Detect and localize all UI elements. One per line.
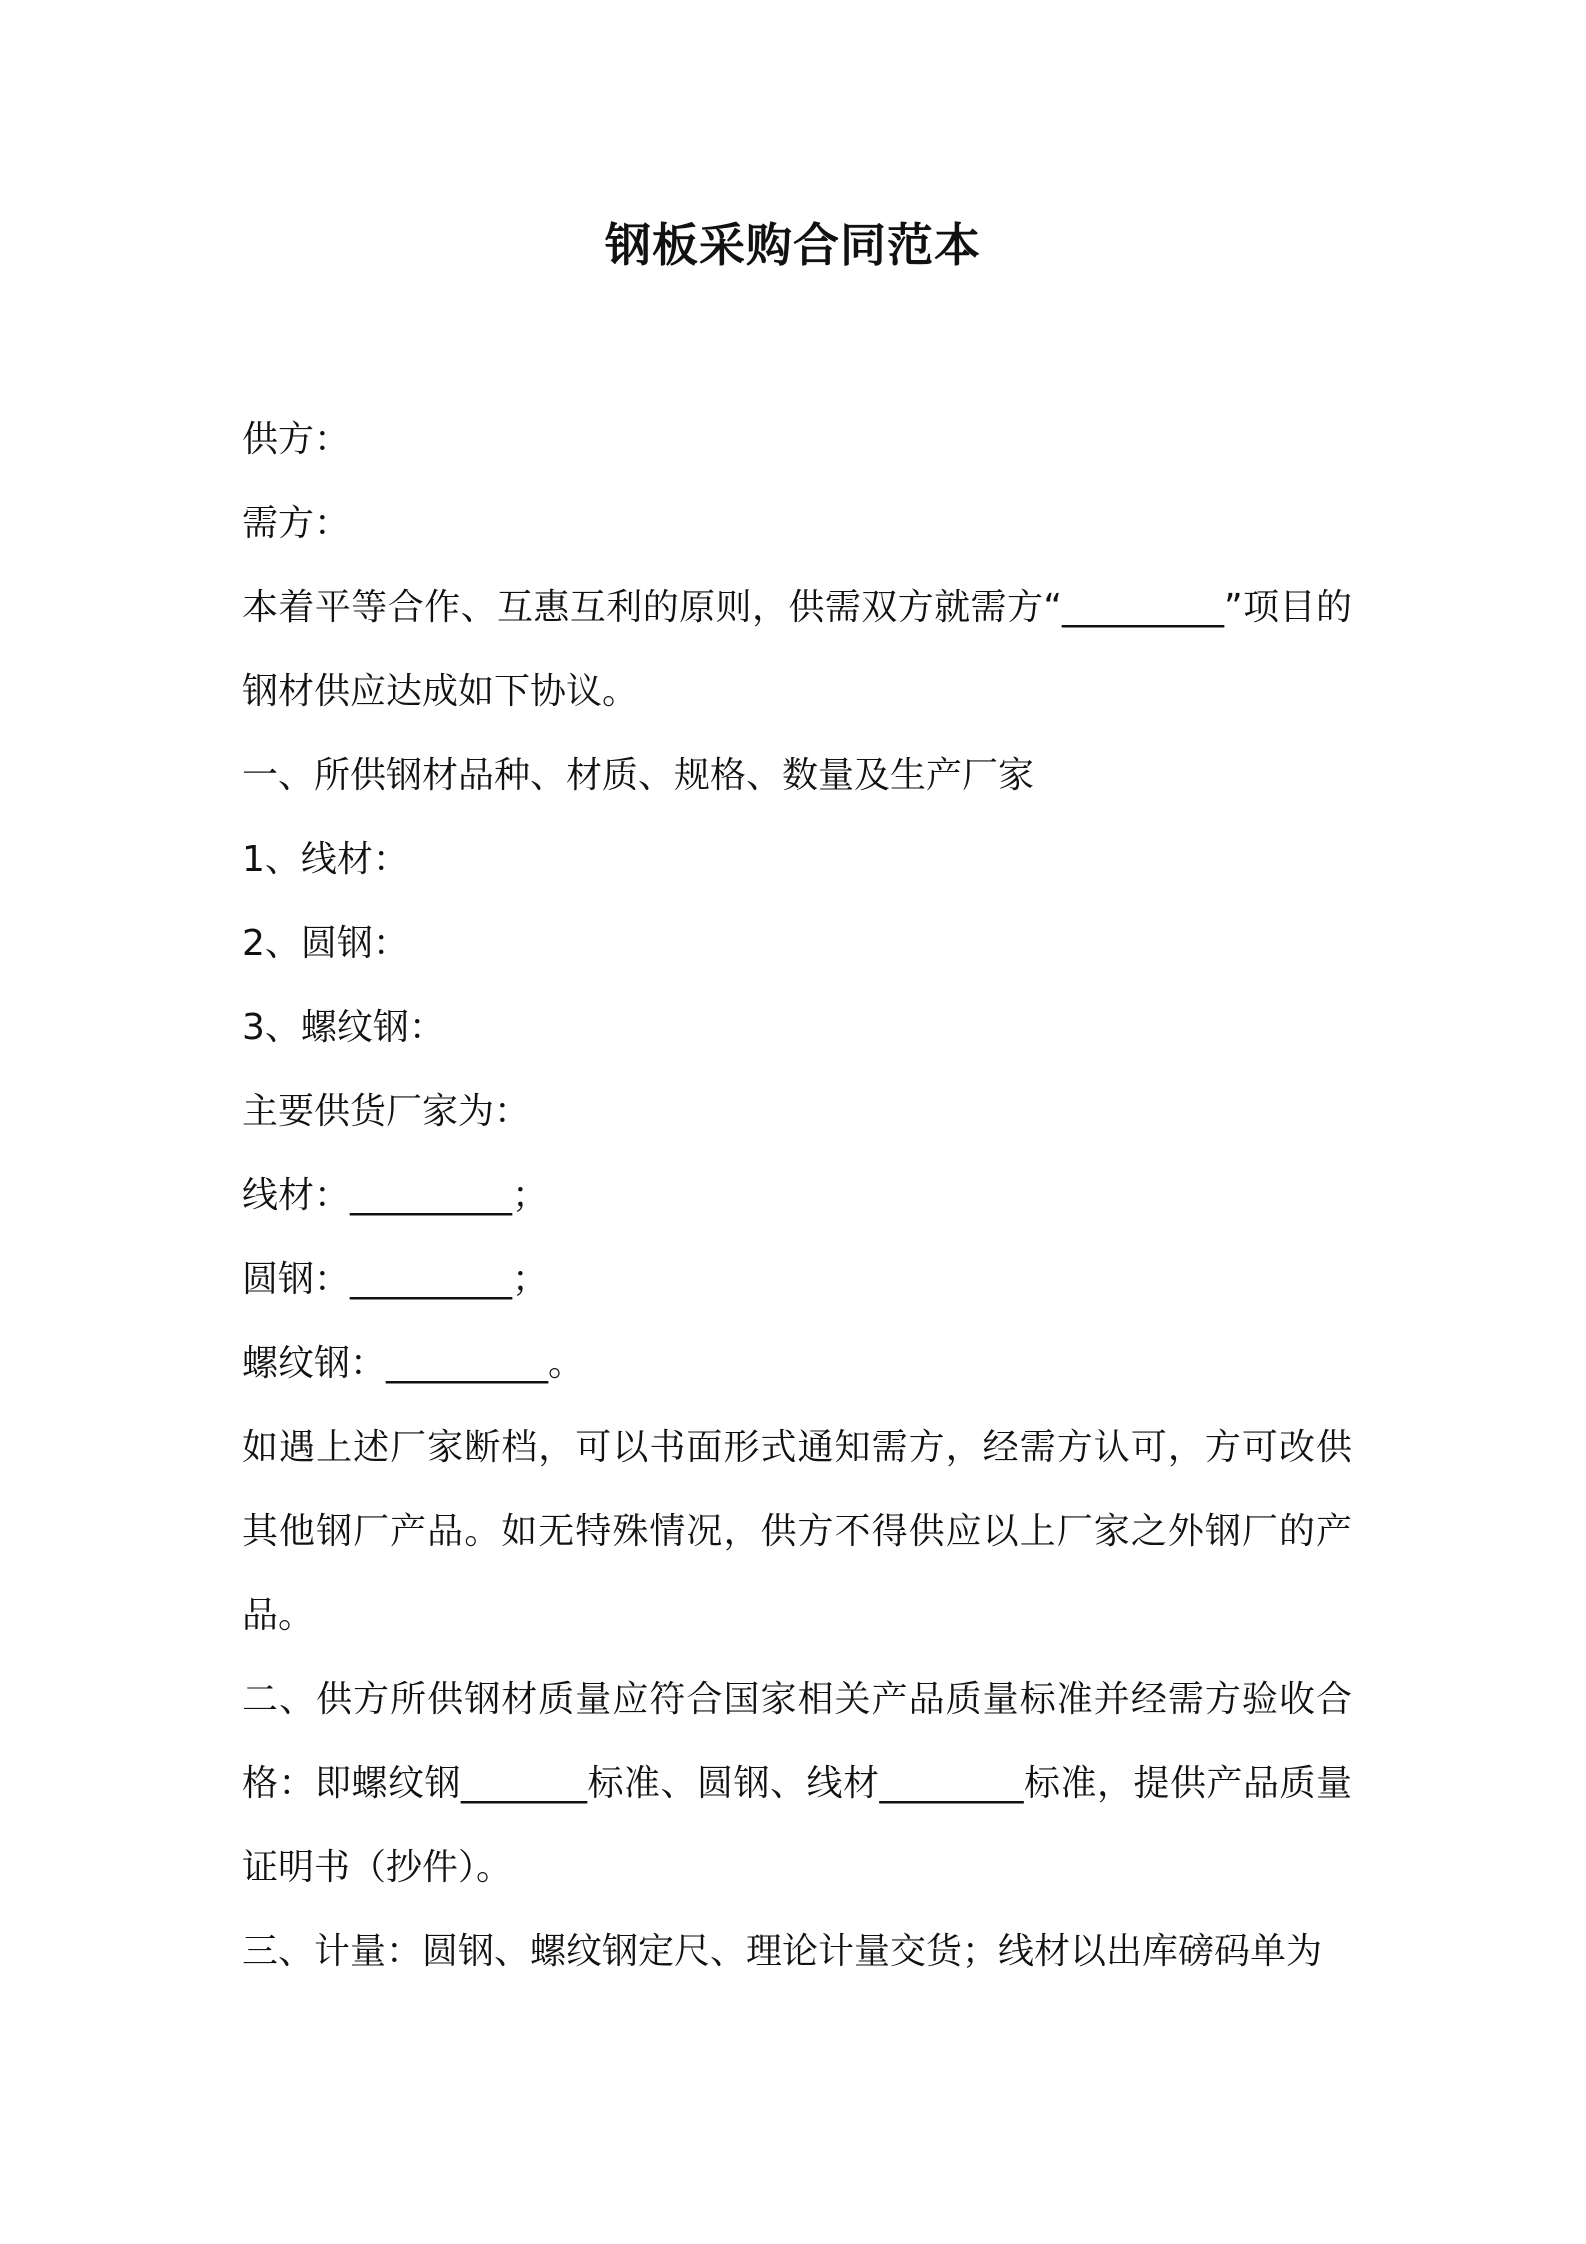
rebar-supplier-line: 螺纹钢：_________。 [242, 1343, 585, 1384]
item-1-wire: 1、线材： [242, 839, 409, 880]
document-body [242, 398, 1352, 1994]
discontinued-clause-paragraph: 如遇上述厂家断档，可以书面形式通知需方，经需方认可，方可改供其他钢厂产品。如无特殊情况，供方不得供应以上厂家之外钢厂的产品。 [242, 1427, 1352, 1636]
section-2-paragraph: 二、供方所供钢材质量应符合国家相关产品质量标准并经需方验收合格：即螺纹钢_______标准、圆钢、线材________标准，提供产品质量证明书（抄件）。 [242, 1679, 1352, 1888]
buyer-line: 需方： [242, 503, 351, 544]
section-3-paragraph: 三、计量：圆钢、螺纹钢定尺、理论计量交货；线材以出库磅码单为 [242, 1931, 1323, 1972]
supplier-line: 供方： [242, 419, 351, 460]
item-3-rebar: 3、螺纹钢： [242, 1007, 445, 1048]
section-1-heading: 一、所供钢材品种、材质、规格、数量及生产厂家 [242, 755, 1035, 796]
round-steel-supplier-line: 圆钢：_________； [242, 1259, 549, 1300]
document-title: 钢板采购合同范本 [605, 218, 981, 272]
intro-paragraph: 本着平等合作、互惠互利的原则，供需双方就需方“_________”项目的钢材供应达成如下协议。 [242, 587, 1352, 712]
item-2-round-steel: 2、圆钢： [242, 923, 409, 964]
wire-supplier-line: 线材：_________； [242, 1175, 549, 1216]
main-suppliers-line: 主要供货厂家为： [242, 1091, 531, 1132]
